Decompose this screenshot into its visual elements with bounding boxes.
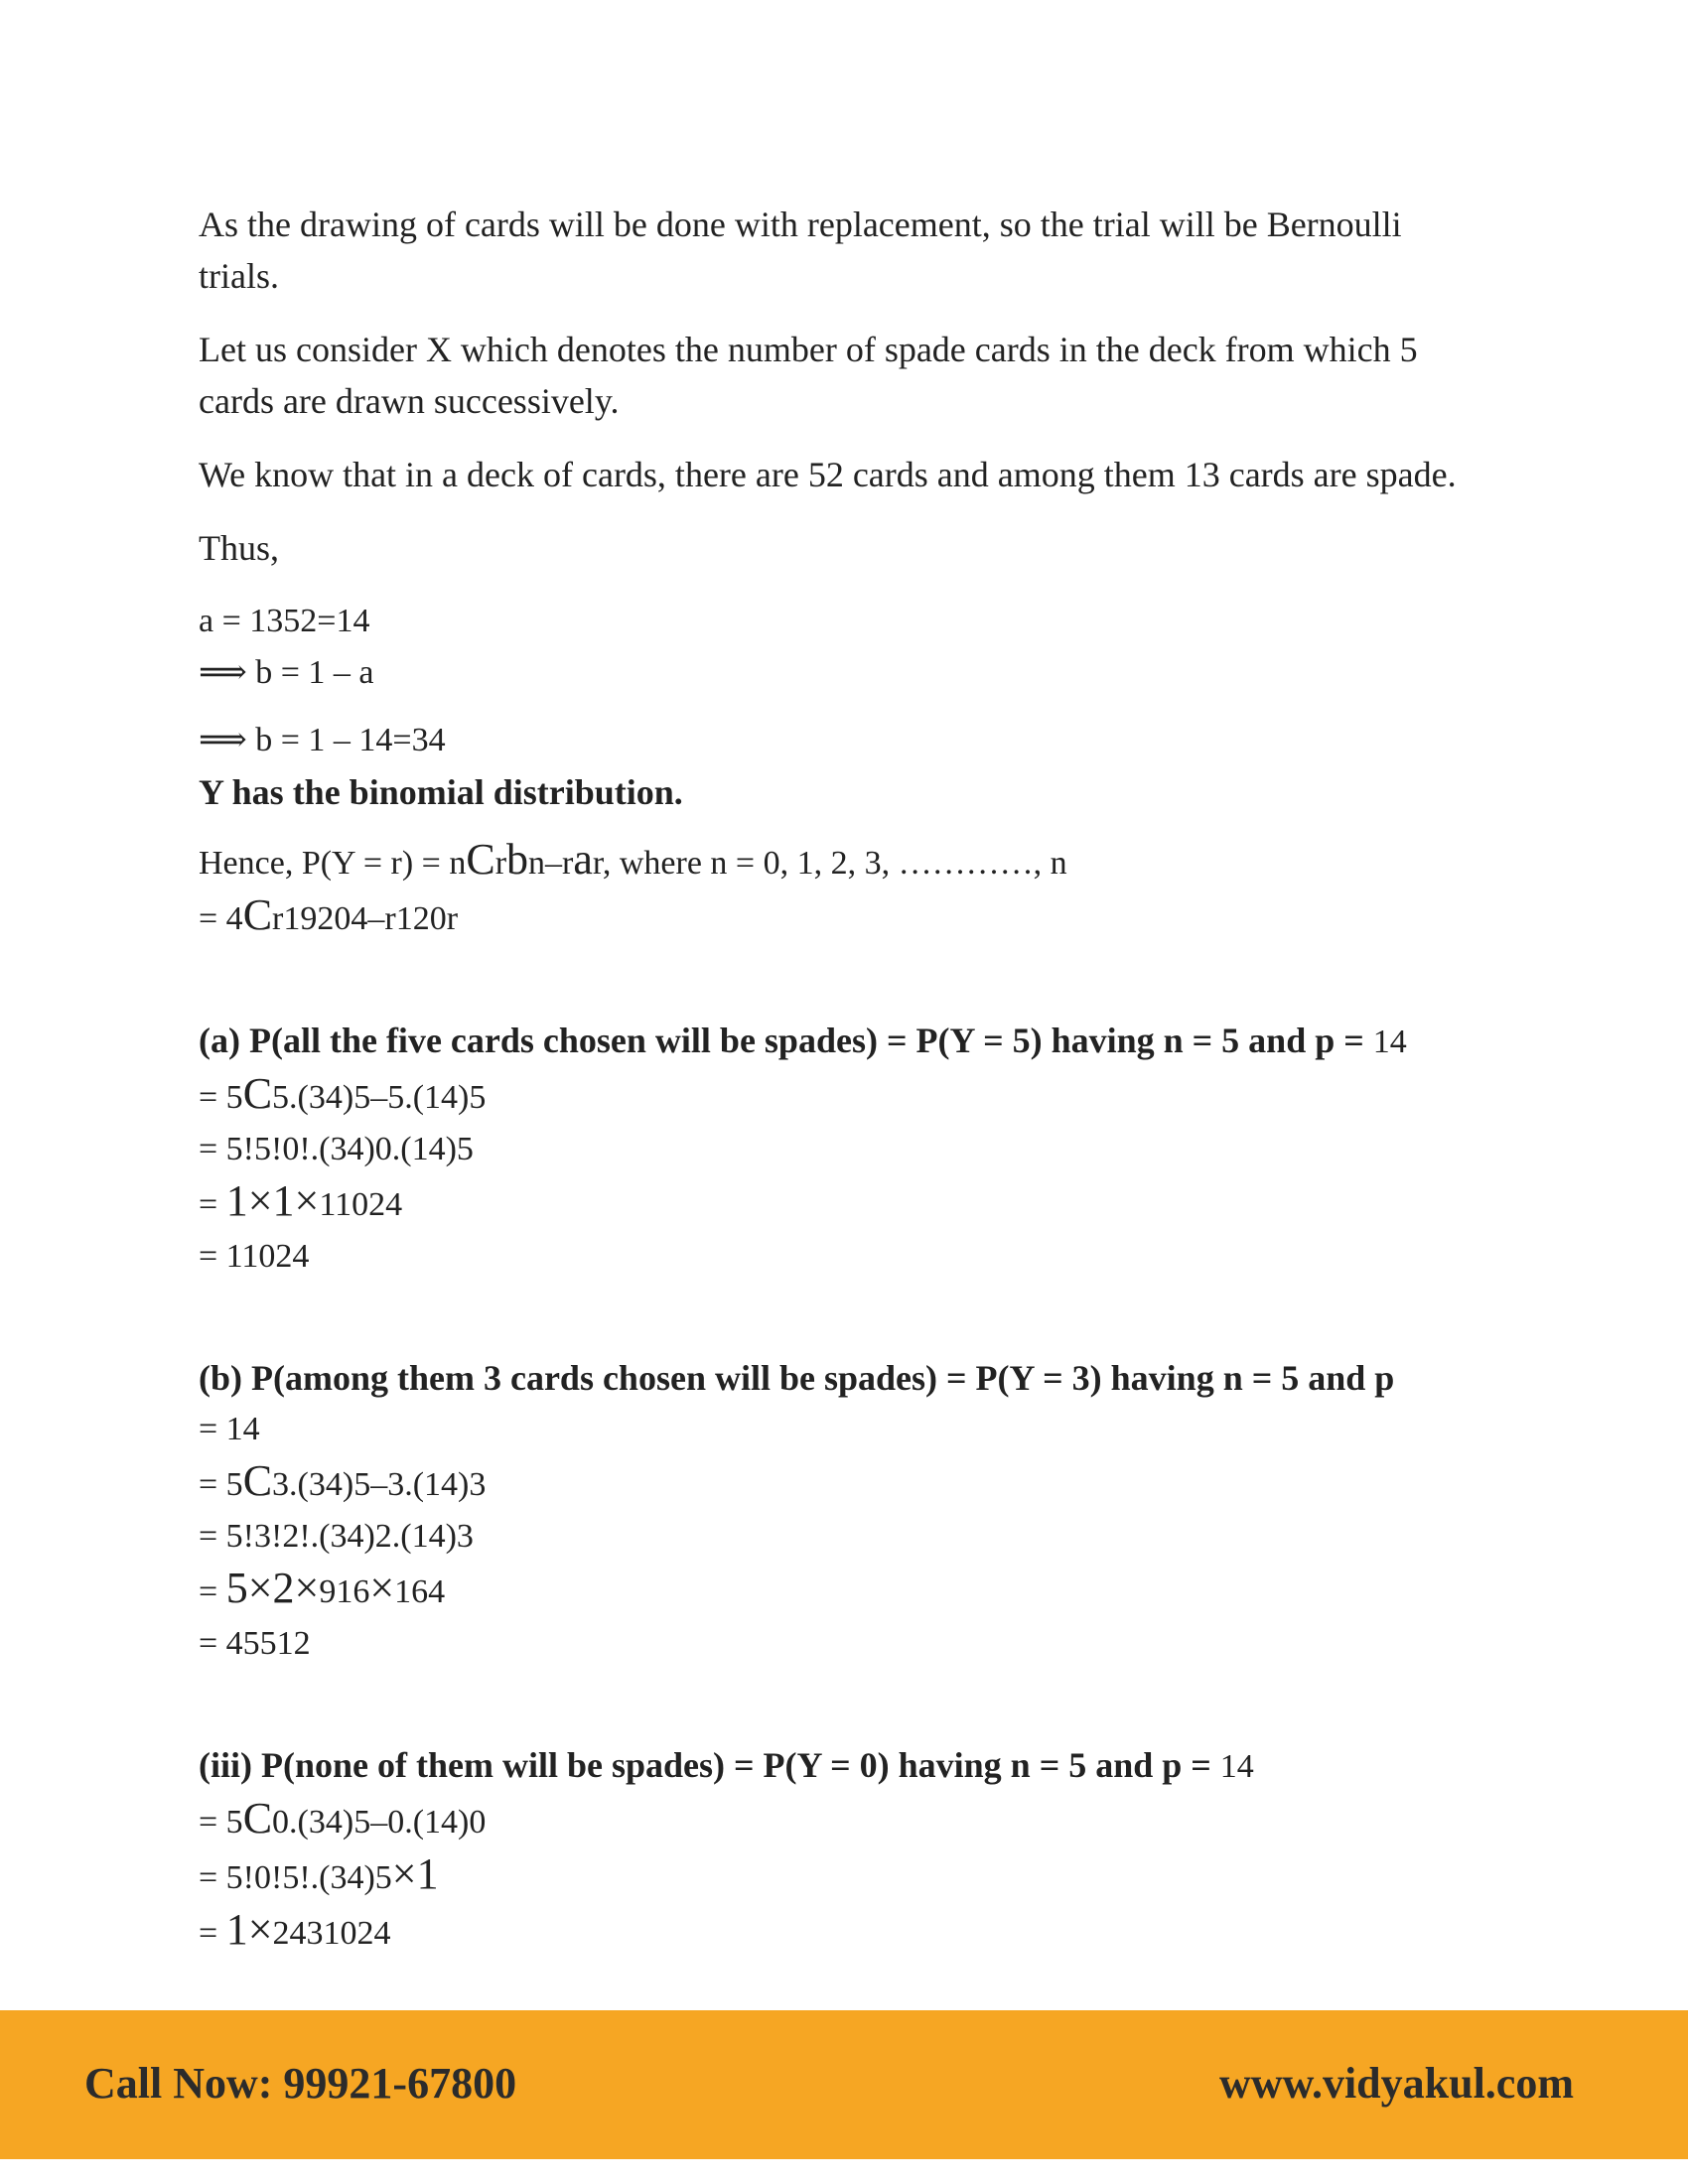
part-b-step-3 <box>199 1563 1489 1618</box>
paragraph-thus: Thus, <box>199 528 279 568</box>
spacer <box>199 1283 1489 1352</box>
part-a-heading-p: 14 <box>1372 1024 1407 1060</box>
part-a-result: = 11024 <box>199 1238 310 1275</box>
formula-suffix: r, where n = 0, 1, 2, 3, …………, n <box>592 845 1067 882</box>
substituted-prefix: = 4 <box>199 900 243 937</box>
footer-banner <box>0 2010 1688 2159</box>
step-prefix: = <box>199 1915 226 1952</box>
step-times: × <box>369 1564 395 1612</box>
step-suffix: 5.(34)5–5.(14)5 <box>272 1079 487 1116</box>
step-c: C <box>242 1794 273 1843</box>
part-b-step-2: = 5!3!2!.(34)2.(14)3 <box>199 1518 474 1555</box>
step-c: C <box>242 1456 273 1505</box>
formula-r: r <box>494 845 507 882</box>
step-product: 5×2× <box>225 1564 320 1612</box>
spacer <box>199 699 1489 715</box>
equation-b-general: ⟹ b = 1 – a <box>199 654 374 691</box>
substituted-suffix: r19204–r120r <box>272 900 459 937</box>
part-a-heading <box>199 1015 1489 1068</box>
step-prefix: = <box>199 1573 226 1610</box>
part-a-heading-text: (a) P(all the five cards chosen will be spades) = P(Y = 5) having n = 5 and p = <box>199 1021 1373 1060</box>
step-product: 1×1× <box>225 1176 320 1225</box>
binomial-formula <box>199 834 1489 889</box>
step-c: C <box>242 1069 273 1118</box>
part-c-heading-text: (iii) P(none of them will be spades) = P(Y = 0) having n = 5 and p = <box>199 1745 1220 1785</box>
step-suffix: 11024 <box>319 1186 403 1223</box>
substituted-c: C <box>242 890 273 939</box>
part-b-step-1 <box>199 1455 1489 1511</box>
step-suffix: 164 <box>394 1573 446 1610</box>
spacer <box>199 1670 1489 1739</box>
formula-c: C <box>466 835 495 884</box>
part-a-step-2: = 5!5!0!.(34)0.(14)5 <box>199 1131 474 1167</box>
phone-number[interactable]: Call Now: 99921-67800 <box>84 2059 517 2108</box>
binomial-formula-substituted <box>199 889 1489 945</box>
step-prefix: = 5 <box>199 1079 243 1116</box>
website-link[interactable]: www.vidyakul.com <box>1219 2059 1574 2108</box>
formula-prefix: Hence, P(Y = r) = n <box>199 845 467 882</box>
step-suffix: 3.(34)5–3.(14)3 <box>272 1466 487 1503</box>
paragraph-bernoulli: As the drawing of cards will be done with replacement, so the trial will be Bernoulli trials. <box>199 205 1402 296</box>
step-product: ×1 <box>391 1849 439 1898</box>
document-body <box>199 199 1489 1960</box>
part-b-heading-p: = 14 <box>199 1411 260 1447</box>
binomial-heading: Y has the binomial distribution. <box>199 772 683 812</box>
step-mid: 916 <box>319 1573 370 1610</box>
part-a-step-1 <box>199 1068 1489 1124</box>
formula-b: b <box>506 835 529 884</box>
formula-exponent: n–r <box>528 845 574 882</box>
step-prefix: = 5 <box>199 1466 243 1503</box>
part-c-step-2 <box>199 1848 1489 1904</box>
equation-b-value: ⟹ b = 1 – 14=34 <box>199 722 446 758</box>
part-c-step-1 <box>199 1793 1489 1848</box>
part-b-result: = 45512 <box>199 1625 311 1662</box>
step-product: 1× <box>225 1905 273 1954</box>
part-c-heading <box>199 1739 1489 1793</box>
equation-a: a = 1352=14 <box>199 603 370 639</box>
step-suffix: 2431024 <box>272 1915 391 1952</box>
paragraph-define-x: Let us consider X which denotes the number of spade cards in the deck from which 5 cards are drawn successively. <box>199 330 1418 421</box>
spacer <box>199 945 1489 1015</box>
spacer <box>199 818 1489 834</box>
part-b-heading: (b) P(among them 3 cards chosen will be spades) = P(Y = 3) having n = 5 and p <box>199 1358 1395 1398</box>
step-prefix: = 5!0!5!.(34)5 <box>199 1859 392 1896</box>
part-c-step-3 <box>199 1904 1489 1960</box>
paragraph-deck-facts: We know that in a deck of cards, there are 52 cards and among them 13 cards are spade. <box>199 455 1457 494</box>
formula-a: a <box>573 835 593 884</box>
part-c-heading-p: 14 <box>1219 1748 1254 1785</box>
step-prefix: = <box>199 1186 226 1223</box>
step-prefix: = 5 <box>199 1804 243 1841</box>
step-suffix: 0.(34)5–0.(14)0 <box>272 1804 487 1841</box>
part-a-step-3 <box>199 1175 1489 1231</box>
